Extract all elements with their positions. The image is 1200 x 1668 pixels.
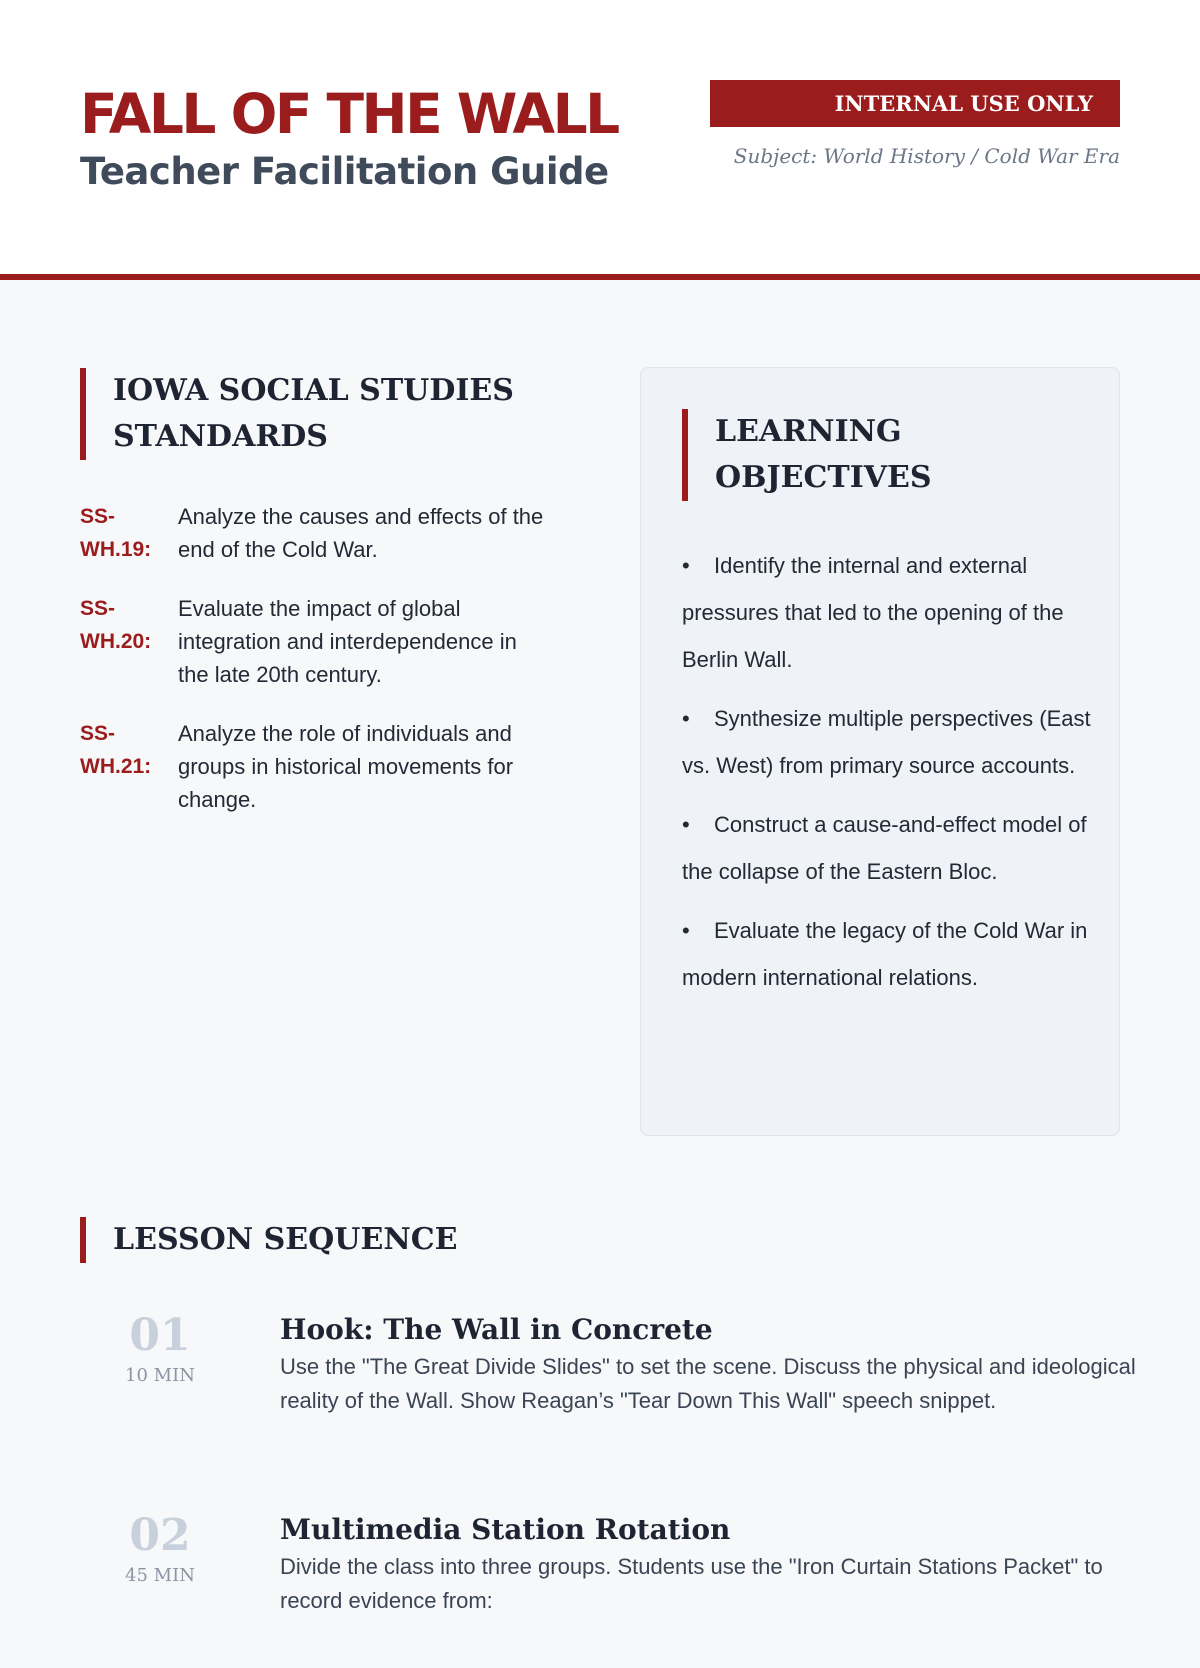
objective-item	[682, 907, 1092, 1001]
standards-heading: IOWA SOCIAL STUDIES STANDARDS	[80, 368, 550, 460]
objective-text: Identify the internal and external pressures that led to the opening of the Berlin Wall.	[682, 553, 1064, 672]
objective-item	[682, 801, 1092, 895]
standard-code: SS-WH.19:	[80, 505, 152, 561]
standard-item	[80, 592, 560, 691]
objective-item	[682, 542, 1092, 683]
standard-text: Analyze the causes and effects of the end of the Cold War.	[178, 504, 544, 562]
bullet-icon: •	[682, 706, 690, 731]
lesson-step	[80, 1508, 1120, 1668]
bullet-icon: •	[682, 918, 690, 943]
step-description: Divide the class into three groups. Students use the "Iron Curtain Stations Packet" to record evidence from:	[280, 1554, 1103, 1613]
step-title: Multimedia Station Rotation	[280, 1513, 731, 1546]
standards-list	[80, 500, 560, 842]
document-title: FALL OF THE WALL	[80, 82, 618, 146]
lesson-sequence-heading: LESSON SEQUENCE	[80, 1217, 580, 1263]
standard-code: SS-WH.21:	[80, 722, 152, 778]
standard-code: SS-WH.20:	[80, 597, 152, 653]
step-title: Hook: The Wall in Concrete	[280, 1313, 713, 1346]
step-duration: 45 MIN	[125, 1565, 195, 1586]
standard-text: Evaluate the impact of global integration and interdependence in the late 20th century.	[178, 596, 517, 687]
objectives-list	[682, 542, 1092, 1013]
objective-item	[682, 695, 1092, 789]
document-subtitle: Teacher Facilitation Guide	[80, 150, 609, 193]
step-duration: 10 MIN	[125, 1365, 195, 1386]
objective-text: Synthesize multiple perspectives (East vs. West) from primary source accounts.	[682, 706, 1091, 778]
bullet-icon: •	[682, 553, 690, 578]
lesson-step	[80, 1308, 1136, 1468]
standard-item	[80, 717, 560, 816]
step-number: 01	[129, 1310, 191, 1361]
bullet-icon: •	[682, 812, 690, 837]
internal-use-badge: INTERNAL USE ONLY	[710, 80, 1120, 127]
step-description: Use the "The Great Divide Slides" to set the scene. Discuss the physical and ideological reality of the Wall. Show Reagan’s "Tear Down This Wall" speech snippet.	[280, 1354, 1136, 1413]
objectives-heading: LEARNING OBJECTIVES	[682, 409, 1042, 501]
document-header	[0, 0, 1200, 280]
objectives-card	[640, 367, 1120, 1136]
step-number: 02	[129, 1510, 191, 1561]
objective-text: Evaluate the legacy of the Cold War in modern international relations.	[682, 918, 1088, 990]
standard-item	[80, 500, 560, 566]
subject-line: Subject: World History / Cold War Era	[733, 144, 1120, 168]
objective-text: Construct a cause-and-effect model of the collapse of the Eastern Bloc.	[682, 812, 1087, 884]
standard-text: Analyze the role of individuals and groups in historical movements for change.	[178, 721, 514, 812]
